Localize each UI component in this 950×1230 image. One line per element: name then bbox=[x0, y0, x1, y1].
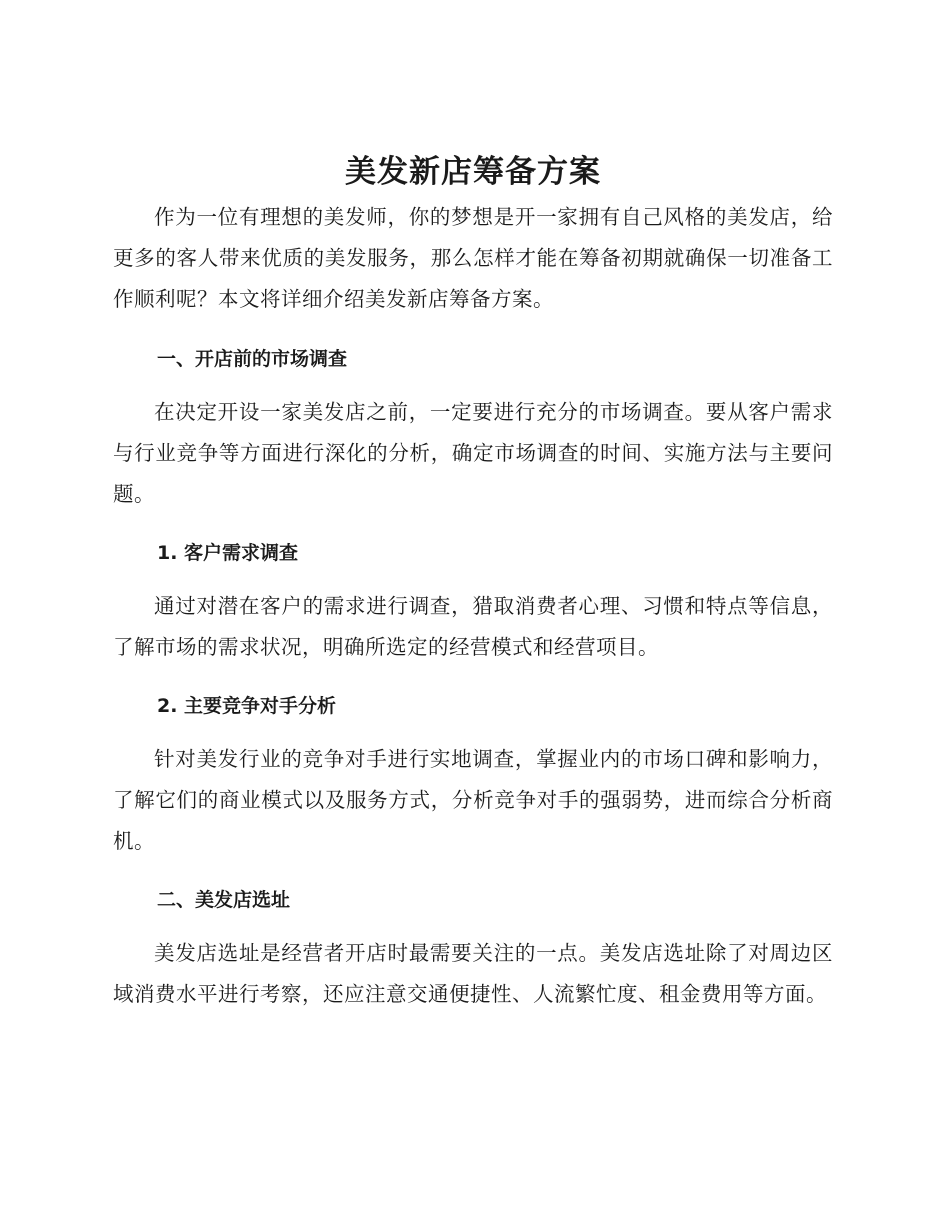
section-body-market-research: 在决定开设一家美发店之前，一定要进行充分的市场调查。要从客户需求与行业竞争等方面进行深化的分析，确定市场调查的时间、实施方法与主要问题。 bbox=[113, 400, 833, 506]
section-heading-customer-demand: 1. 客户需求调查 bbox=[157, 542, 299, 564]
section-heading-market-research: 一、开店前的市场调查 bbox=[157, 348, 348, 370]
section-body-store-location: 美发店选址是经营者开店时最需要关注的一点。美发店选址除了对周边区域消费水平进行考察，还应注意交通便捷性、人流繁忙度、租金费用等方面。 bbox=[113, 941, 833, 1006]
intro-paragraph: 作为一位有理想的美发师，你的梦想是开一家拥有自己风格的美发店，给更多的客人带来优质的美发服务，那么怎样才能在筹备初期就确保一切准备工作顺利呢？本文将详细介绍美发新店筹备方案。 bbox=[113, 205, 833, 311]
section-heading-store-location: 二、美发店选址 bbox=[157, 889, 291, 911]
section-heading-competitor-analysis: 2. 主要竞争对手分析 bbox=[157, 695, 337, 717]
document-title: 美发新店筹备方案 bbox=[345, 154, 601, 190]
section-body-customer-demand: 通过对潜在客户的需求进行调查，猎取消费者心理、习惯和特点等信息，了解市场的需求状况，明确所选定的经营模式和经营项目。 bbox=[113, 594, 833, 659]
section-body-competitor-analysis: 针对美发行业的竞争对手进行实地调查，掌握业内的市场口碑和影响力，了解它们的商业模式以及服务方式，分析竞争对手的强弱势，进而综合分析商机。 bbox=[113, 747, 833, 853]
